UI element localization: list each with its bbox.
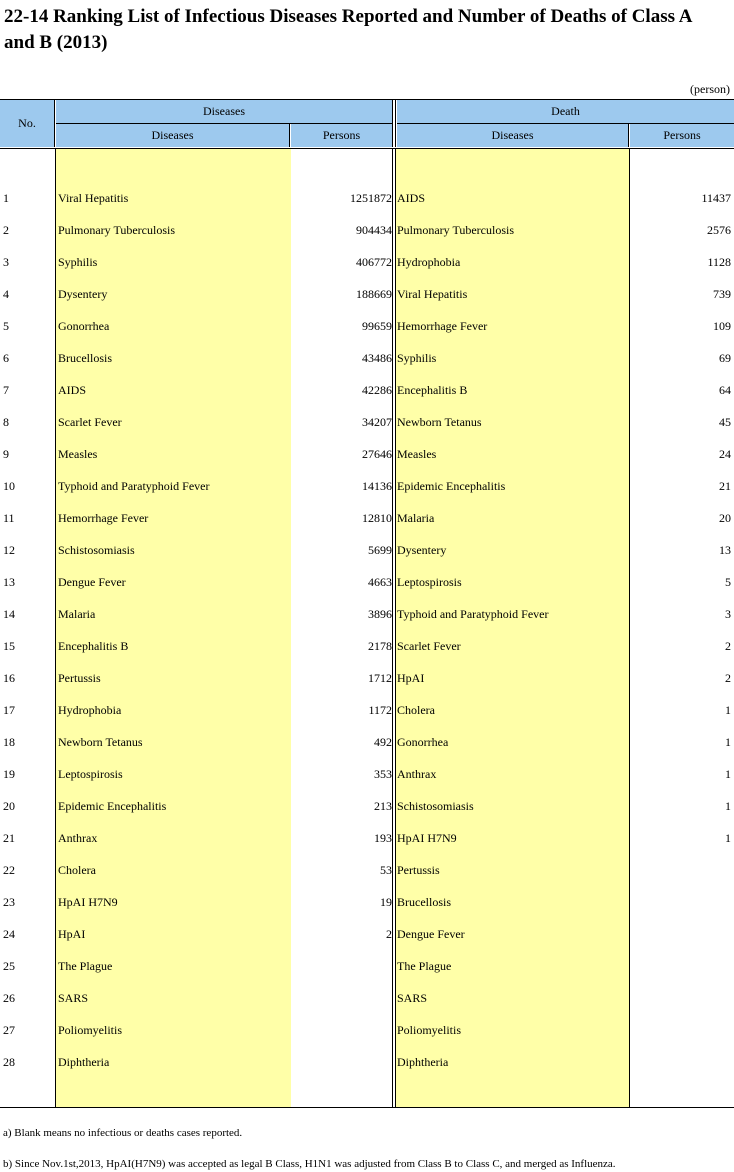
table-row [0,758,734,790]
disease-name: Anthrax [58,831,98,845]
death-disease-name: Diphtheria [397,1055,449,1069]
rank-number: 19 [3,767,15,781]
table-row [0,694,734,726]
death-disease-name: Viral Hepatitis [397,287,468,301]
rank-number: 5 [3,319,9,333]
rank-number: 1 [3,191,9,205]
death-disease-name: Hemorrhage Fever [397,319,488,333]
table-row [0,470,734,502]
disease-persons: 2 [386,927,392,941]
table-row [0,278,734,310]
table-row [0,310,734,342]
table-row [0,886,734,918]
header-group-death: Death [397,100,734,124]
death-disease-name: AIDS [397,191,426,205]
death-persons: 11437 [701,191,731,205]
ranking-table [0,99,734,1108]
table-body [0,149,734,1108]
disease-name: Epidemic Encephalitis [58,799,167,813]
rank-number: 17 [3,703,15,717]
disease-name: Syphilis [58,255,98,269]
disease-persons: 353 [374,767,392,781]
death-disease-name: Measles [397,447,437,461]
table-row [0,246,734,278]
death-persons: 24 [719,447,731,461]
header-persons-2: Persons [630,124,734,147]
disease-name: Poliomyelitis [58,1023,123,1037]
death-disease-name: SARS [397,991,428,1005]
disease-name: Viral Hepatitis [58,191,129,205]
disease-name: HpAI [58,927,86,941]
table-row [0,182,734,214]
death-disease-name: Brucellosis [397,895,451,909]
unit-label: (person) [690,82,730,96]
disease-persons: 3896 [368,607,392,621]
rank-number: 24 [3,927,15,941]
death-disease-name: Anthrax [397,767,437,781]
death-disease-name: Schistosomiasis [397,799,474,813]
rank-number: 21 [3,831,15,845]
disease-name: Hydrophobia [58,703,122,717]
footnote-a: a) Blank means no infectious or deaths cases reported. [3,1127,243,1139]
table-row [0,406,734,438]
table-row [0,1046,734,1078]
disease-name: Newborn Tetanus [58,735,143,749]
disease-persons: 904434 [356,223,392,237]
rank-number: 12 [3,543,15,557]
table-header [0,99,734,149]
death-persons: 1 [725,799,731,813]
disease-persons: 99659 [362,319,392,333]
rank-number: 22 [3,863,15,877]
table-row [0,854,734,886]
death-persons: 13 [719,543,731,557]
rank-number: 11 [3,511,15,525]
header-diseases-1: Diseases [56,124,290,147]
table-row [0,982,734,1014]
death-disease-name: The Plague [397,959,452,973]
disease-persons: 42286 [362,383,392,397]
disease-name: HpAI H7N9 [58,895,118,909]
disease-name: Hemorrhage Fever [58,511,149,525]
table-row [0,822,734,854]
table-row [0,950,734,982]
disease-name: Malaria [58,607,96,621]
table-row [0,342,734,374]
table-row [0,566,734,598]
header-no: No. [0,100,55,147]
death-disease-name: Dysentery [397,543,447,557]
double-divider [392,100,396,147]
table-row [0,502,734,534]
disease-persons: 4663 [368,575,392,589]
disease-persons: 406772 [356,255,392,269]
disease-persons: 5699 [368,543,392,557]
death-persons: 3 [725,607,731,621]
death-disease-name: HpAI H7N9 [397,831,457,845]
disease-name: Dengue Fever [58,575,126,589]
table-rows [0,182,734,1078]
death-disease-name: Gonorrhea [397,735,449,749]
disease-name: SARS [58,991,89,1005]
rank-number: 4 [3,287,9,301]
rank-number: 14 [3,607,15,621]
rank-number: 15 [3,639,15,653]
disease-name: Dysentery [58,287,108,301]
death-persons: 1 [725,735,731,749]
disease-name: Diphtheria [58,1055,110,1069]
table-row [0,790,734,822]
death-persons: 2 [725,639,731,653]
rank-number: 7 [3,383,9,397]
disease-persons: 1712 [368,671,392,685]
death-persons: 20 [719,511,731,525]
header-persons-1: Persons [291,124,392,147]
table-row [0,918,734,950]
table-row [0,630,734,662]
disease-name: Pulmonary Tuberculosis [58,223,176,237]
death-disease-name: Encephalitis B [397,383,468,397]
death-disease-name: Dengue Fever [397,927,465,941]
header-diseases-2: Diseases [397,124,629,147]
rank-number: 20 [3,799,15,813]
death-disease-name: Pertussis [397,863,440,877]
rank-number: 8 [3,415,9,429]
rank-number: 18 [3,735,15,749]
rank-number: 9 [3,447,9,461]
death-disease-name: Newborn Tetanus [397,415,482,429]
death-disease-name: Poliomyelitis [397,1023,462,1037]
rank-number: 10 [3,479,15,493]
disease-name: Gonorrhea [58,319,110,333]
death-disease-name: HpAI [397,671,425,685]
death-disease-name: Syphilis [397,351,437,365]
death-persons: 2 [725,671,731,685]
header-group-diseases: Diseases [56,100,392,124]
rank-number: 28 [3,1055,15,1069]
disease-persons: 53 [380,863,392,877]
disease-persons: 43486 [362,351,392,365]
death-disease-name: Leptospirosis [397,575,462,589]
disease-persons: 213 [374,799,392,813]
table-row [0,534,734,566]
table-row [0,662,734,694]
disease-name: Pertussis [58,671,101,685]
footnote-b: b) Since Nov.1st,2013, HpAI(H7N9) was accepted as legal B Class, H1N1 was adjusted from Class B to Class C, and merged as Influenza. [3,1158,616,1170]
table-row [0,214,734,246]
disease-name: Typhoid and Paratyphoid Fever [58,479,210,493]
disease-persons: 188669 [356,287,392,301]
death-persons: 1128 [707,255,731,269]
disease-name: Scarlet Fever [58,415,122,429]
death-disease-name: Malaria [397,511,435,525]
disease-name: Brucellosis [58,351,112,365]
rank-number: 26 [3,991,15,1005]
death-persons: 5 [725,575,731,589]
disease-persons: 14136 [362,479,392,493]
rank-number: 13 [3,575,15,589]
table-row [0,438,734,470]
disease-persons: 19 [380,895,392,909]
disease-persons: 193 [374,831,392,845]
disease-persons: 12810 [362,511,392,525]
rank-number: 2 [3,223,9,237]
disease-name: AIDS [58,383,87,397]
table-row [0,726,734,758]
rank-number: 16 [3,671,15,685]
page-title: 22-14 Ranking List of Infectious Diseases Reported and Number of Deaths of Class A and B (2013) [4,6,692,53]
table-row [0,374,734,406]
death-persons: 1 [725,831,731,845]
disease-persons: 1172 [368,703,392,717]
death-persons: 45 [719,415,731,429]
death-persons: 69 [719,351,731,365]
death-persons: 739 [713,287,731,301]
disease-name: The Plague [58,959,113,973]
death-disease-name: Scarlet Fever [397,639,461,653]
death-disease-name: Hydrophobia [397,255,461,269]
death-disease-name: Cholera [397,703,435,717]
table-row [0,1014,734,1046]
rank-number: 6 [3,351,9,365]
disease-persons: 1251872 [350,191,392,205]
disease-persons: 34207 [362,415,392,429]
disease-persons: 492 [374,735,392,749]
death-persons: 1 [725,703,731,717]
death-disease-name: Epidemic Encephalitis [397,479,506,493]
death-persons: 1 [725,767,731,781]
disease-name: Cholera [58,863,96,877]
death-persons: 2576 [707,223,731,237]
rank-number: 25 [3,959,15,973]
table-row [0,598,734,630]
rank-number: 23 [3,895,15,909]
rank-number: 27 [3,1023,15,1037]
death-persons: 21 [719,479,731,493]
death-disease-name: Typhoid and Paratyphoid Fever [397,607,549,621]
death-persons: 64 [719,383,731,397]
disease-name: Encephalitis B [58,639,129,653]
rank-number: 3 [3,255,9,269]
death-disease-name: Pulmonary Tuberculosis [397,223,515,237]
death-persons: 109 [713,319,731,333]
disease-name: Schistosomiasis [58,543,135,557]
disease-persons: 27646 [362,447,392,461]
disease-persons: 2178 [368,639,392,653]
disease-name: Leptospirosis [58,767,123,781]
disease-name: Measles [58,447,98,461]
